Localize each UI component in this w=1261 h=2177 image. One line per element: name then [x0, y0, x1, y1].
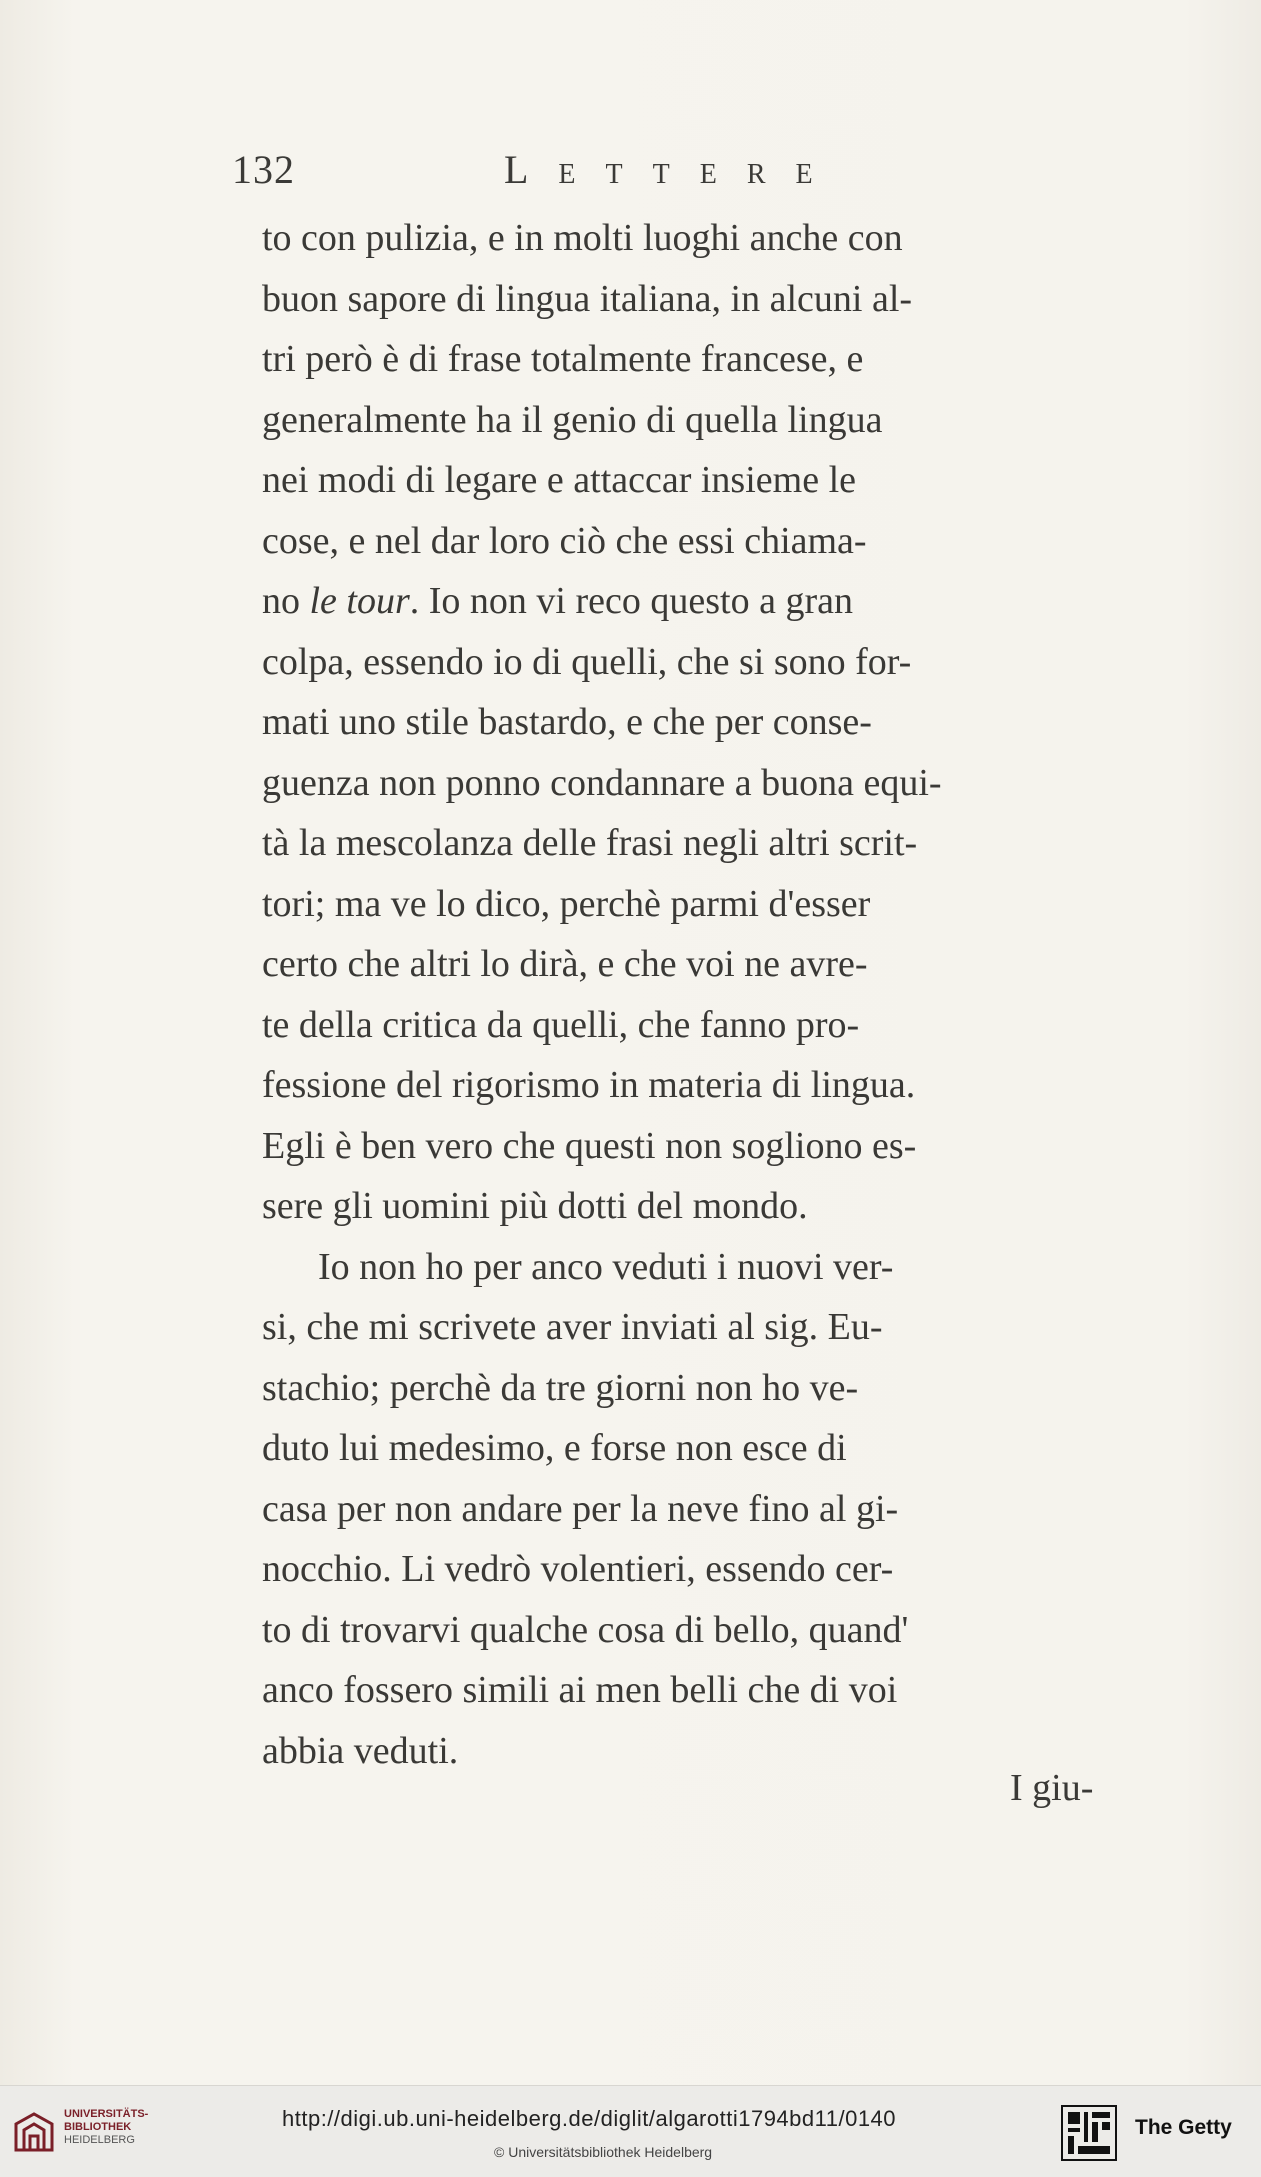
running-title: Lettere: [504, 147, 843, 192]
getty-logo-icon[interactable]: [1060, 2104, 1118, 2162]
university-library-logo[interactable]: [12, 2104, 172, 2164]
body-text: [262, 208, 1172, 1781]
text-line: tri però è di frase totalmente francese, e: [262, 338, 864, 380]
catchword: I giu-: [1010, 1767, 1094, 1809]
italic-phrase: le tour: [309, 580, 410, 622]
text-line: si, che mi scrivete aver inviati al sig. Eu-: [262, 1306, 883, 1348]
text-line: stachio; perchè da tre giorni non ho ve-: [262, 1366, 859, 1409]
library-name-line1: UNIVERSITÄTS-: [64, 2108, 149, 2120]
text-line: generalmente ha il genio di quella lingua: [262, 398, 883, 441]
text-line: tori; ma ve lo dico, perchè parmi d'esser: [262, 882, 871, 925]
text-line: certo che altri lo dirà, e che voi ne avre-: [262, 943, 868, 985]
text-line: mati uno stile bastardo, e che per conse-: [262, 701, 872, 743]
viewer-footer: [0, 2085, 1261, 2177]
text-line: buon sapore di lingua italiana, in alcuni al-: [262, 277, 913, 320]
permalink-url[interactable]: http://digi.ub.uni-heidelberg.de/diglit/algarotti1794bd11/0140: [282, 2106, 897, 2131]
text-line: casa per non andare per la neve fino al gi-: [262, 1487, 899, 1530]
text-line: te della critica da quelli, che fanno pro-: [262, 1003, 860, 1046]
text-line-segment: no: [262, 580, 310, 622]
text-line: nei modi di legare e attaccar insieme le: [262, 459, 856, 501]
university-library-logo-icon: [12, 2110, 56, 2154]
page-number: 132: [232, 147, 295, 192]
text-line: to con pulizia, e in molti luoghi anche con: [262, 217, 903, 259]
text-line: fessione del rigorismo in materia di lingua.: [262, 1064, 916, 1106]
text-line: cose, e nel dar loro ciò che essi chiama-: [262, 519, 867, 562]
text-line: tà la mescolanza delle frasi negli altri scrit-: [262, 822, 918, 864]
copyright-notice: © Universitätsbibliothek Heidelberg: [494, 2144, 713, 2160]
text-line: to di trovarvi qualche cosa di bello, quand': [262, 1608, 909, 1651]
text-line: Egli è ben vero che questi non sogliono es-: [262, 1124, 917, 1167]
getty-label: The Getty: [1135, 2116, 1232, 2139]
text-line: Io non ho per anco veduti i nuovi ver-: [318, 1245, 894, 1288]
text-line: duto lui medesimo, e forse non esce di: [262, 1427, 847, 1469]
library-name-line2: BIBLIOTHEK: [64, 2121, 132, 2133]
text-line: [262, 571, 1172, 632]
page-header: [232, 146, 912, 196]
text-line: colpa, essendo io di quelli, che si sono for-: [262, 640, 912, 683]
library-name-line3: HEIDELBERG: [64, 2134, 135, 2146]
text-line-segment: . Io non vi reco questo a gran: [409, 580, 853, 622]
library-name: [64, 2108, 148, 2147]
text-line: nocchio. Li vedrò volentieri, essendo cer-: [262, 1548, 894, 1590]
text-line: anco fossero simili ai men belli che di voi: [262, 1669, 898, 1711]
text-line: sere gli uomini più dotti del mondo.: [262, 1185, 808, 1227]
text-line: guenza non ponno condannare a buona equi-: [262, 761, 942, 804]
text-line: abbia veduti.: [262, 1729, 459, 1772]
